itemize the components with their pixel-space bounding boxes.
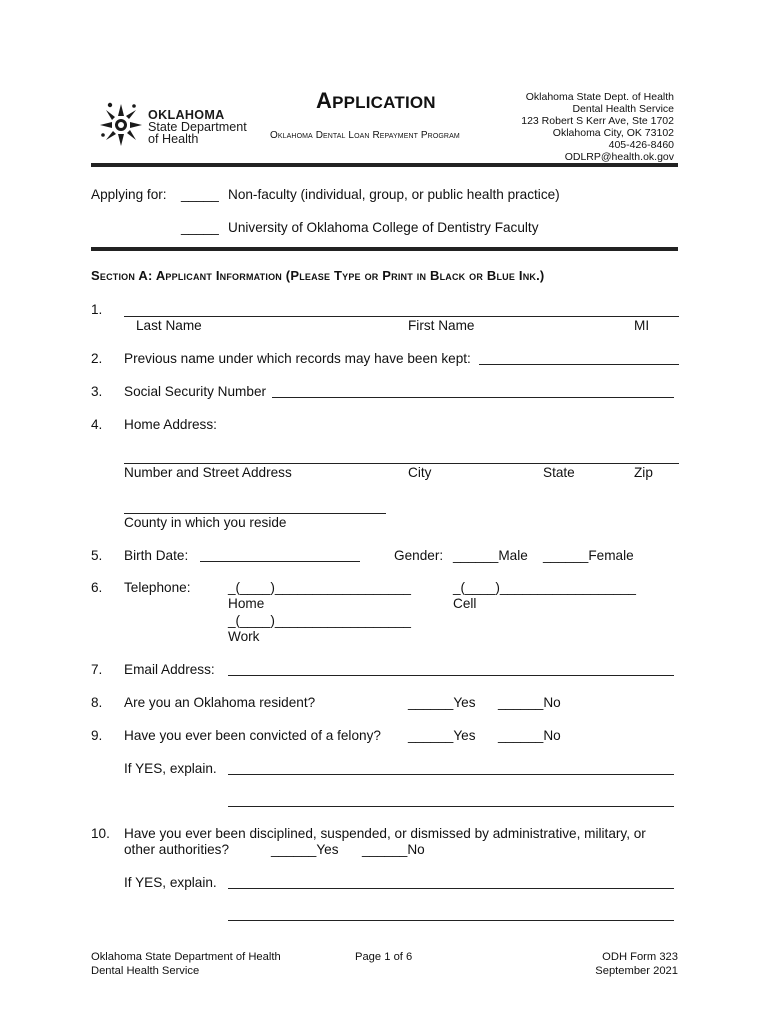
disciplined-explain-field-2[interactable] xyxy=(228,920,674,921)
disciplined-explain-field[interactable] xyxy=(228,888,674,889)
street-label: Number and Street Address xyxy=(124,465,292,480)
zip-label: Zip xyxy=(634,465,653,480)
home-phone-label: Home xyxy=(228,596,265,611)
resident-no-option[interactable]: ______No xyxy=(498,695,561,710)
footer-left xyxy=(91,951,281,978)
resident-yes-option[interactable]: ______Yes xyxy=(408,695,476,710)
applying-option2-label: University of Oklahoma College of Dentistry Faculty xyxy=(228,220,539,235)
ssn-field[interactable] xyxy=(272,397,674,398)
footer-division: Dental Health Service xyxy=(91,964,200,977)
felony-explain-field-2[interactable] xyxy=(228,806,674,807)
state-label: State xyxy=(543,465,575,480)
program-subtitle: Oklahoma Dental Loan Repayment Program xyxy=(270,130,460,141)
item-number: 1. xyxy=(91,302,103,317)
gender-female-option[interactable]: ______Female xyxy=(543,548,634,563)
last-name-label: Last Name xyxy=(136,318,202,333)
agency-address xyxy=(521,91,674,163)
disciplined-explain-label: If YES, explain. xyxy=(124,875,217,890)
cell-phone-field[interactable]: _(____)__________________ xyxy=(453,580,636,595)
disciplined-question: Have you ever been disciplined, suspended, or dismissed by administrative, military, or xyxy=(124,826,646,841)
header-divider xyxy=(91,163,678,167)
logo-line3: of Health xyxy=(148,132,199,146)
felony-yes-option[interactable]: ______Yes xyxy=(408,728,476,743)
logo-wordmark xyxy=(148,109,247,145)
gender-label: Gender: xyxy=(394,548,444,563)
form-date: September 2021 xyxy=(595,964,678,977)
home-phone-field[interactable]: _(____)__________________ xyxy=(228,580,411,595)
star-burst-logo-icon xyxy=(98,102,144,148)
telephone-label: Telephone: xyxy=(124,580,191,595)
felony-no-option[interactable]: ______No xyxy=(498,728,561,743)
section-divider xyxy=(91,247,678,251)
home-address-label: Home Address: xyxy=(124,417,217,432)
applying-option1-blank[interactable]: _____ xyxy=(181,187,219,202)
work-phone-field[interactable]: _(____)__________________ xyxy=(228,613,411,628)
address-line: Oklahoma State Dept. of Health xyxy=(525,91,674,103)
item-number: 8. xyxy=(91,695,103,710)
disciplined-question-cont: other authorities? xyxy=(124,842,230,857)
birth-date-field[interactable] xyxy=(200,561,360,562)
disciplined-yes-option[interactable]: ______Yes xyxy=(271,842,339,857)
address-line: 405-426-8460 xyxy=(608,139,674,151)
first-name-label: First Name xyxy=(408,318,475,333)
disciplined-no-option[interactable]: ______No xyxy=(362,842,425,857)
address-line: 123 Robert S Kerr Ave, Ste 1702 xyxy=(521,115,674,127)
footer-right xyxy=(595,951,678,978)
footer-agency: Oklahoma State Department of Health xyxy=(91,951,281,963)
work-phone-label: Work xyxy=(228,629,260,644)
applying-option2-blank[interactable]: _____ xyxy=(181,220,219,235)
title-first-letter: A xyxy=(316,88,333,113)
logo-line1: OKLAHOMA xyxy=(148,108,225,122)
county-field[interactable] xyxy=(124,513,386,514)
page-number: Page 1 of 6 xyxy=(355,951,413,963)
home-address-field[interactable] xyxy=(124,463,679,464)
gender-male-option[interactable]: ______Male xyxy=(453,548,528,563)
item-number: 3. xyxy=(91,384,103,399)
name-field[interactable] xyxy=(124,316,679,317)
item-number: 5. xyxy=(91,548,103,563)
logo-line2: State Department xyxy=(148,120,247,134)
felony-explain-field[interactable] xyxy=(228,774,674,775)
item-number: 6. xyxy=(91,580,103,595)
section-a-heading: Section A: Applicant Information (Please Type or Print in Black or Blue Ink.) xyxy=(91,268,545,283)
resident-question: Are you an Oklahoma resident? xyxy=(124,695,316,710)
felony-explain-label: If YES, explain. xyxy=(124,761,217,776)
item-number: 2. xyxy=(91,351,103,366)
form-number: ODH Form 323 xyxy=(602,951,678,963)
address-line: Oklahoma City, OK 73102 xyxy=(552,127,674,139)
title-rest: PPLICATION xyxy=(332,93,436,112)
mi-label: MI xyxy=(634,318,650,333)
address-line: ODLRP@health.ok.gov xyxy=(564,151,674,163)
applying-for-label: Applying for: xyxy=(91,187,167,202)
applying-option1-label: Non-faculty (individual, group, or public health practice) xyxy=(228,187,560,202)
item-number: 7. xyxy=(91,662,103,677)
item-number: 9. xyxy=(91,728,103,743)
ssn-label: Social Security Number xyxy=(124,384,267,399)
cell-phone-label: Cell xyxy=(453,596,477,611)
page-title xyxy=(316,88,436,114)
address-line: Dental Health Service xyxy=(572,103,674,115)
email-label: Email Address: xyxy=(124,662,215,677)
birth-date-label: Birth Date: xyxy=(124,548,189,563)
item-number: 10. xyxy=(91,826,110,841)
city-label: City xyxy=(408,465,432,480)
county-label: County in which you reside xyxy=(124,515,287,530)
felony-question: Have you ever been convicted of a felony? xyxy=(124,728,381,743)
previous-name-label: Previous name under which records may have been kept: xyxy=(124,351,471,366)
item-number: 4. xyxy=(91,417,103,432)
osdh-logo xyxy=(98,100,258,150)
email-field[interactable] xyxy=(228,675,674,676)
previous-name-field[interactable] xyxy=(479,364,679,365)
